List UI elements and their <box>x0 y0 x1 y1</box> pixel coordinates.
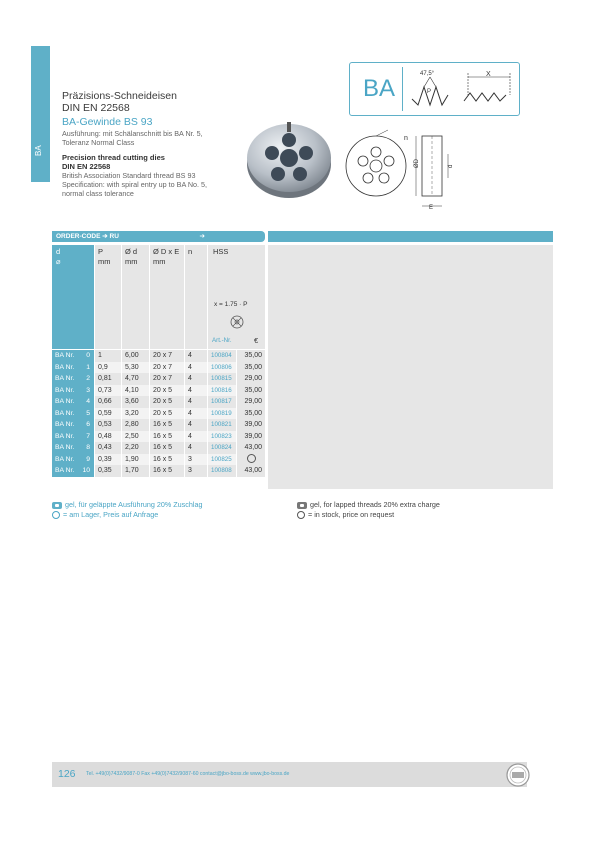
table-row <box>52 350 265 362</box>
cell-p: 0,81 <box>95 373 121 385</box>
cell-n: 4 <box>185 431 207 443</box>
cell-price: 39,00 <box>237 419 265 431</box>
cell-od: 1,70 <box>122 465 149 477</box>
title-block <box>62 90 242 198</box>
cell-od: 3,60 <box>122 396 149 408</box>
header-d-symbol: ⌀ <box>56 257 61 266</box>
size-number: 5 <box>86 409 90 417</box>
cell-n: 3 <box>185 465 207 477</box>
cell-size <box>52 362 94 374</box>
cell-n: 4 <box>185 408 207 420</box>
cell-dxe: 20 x 7 <box>150 362 184 374</box>
title-de-standard: DIN EN 22568 <box>62 102 130 114</box>
drawing-od-label: ØD <box>414 159 420 168</box>
cell-dxe: 16 x 5 <box>150 465 184 477</box>
size-number: 6 <box>86 421 90 428</box>
size-number: 8 <box>86 444 90 451</box>
cell-p: 0,9 <box>95 362 121 374</box>
art-nr-header: Art.-Nr. <box>212 337 232 344</box>
cell-n: 4 <box>185 373 207 385</box>
size-label: BA Nr. <box>55 432 75 440</box>
right-header-bar <box>268 231 553 242</box>
size-label: BA Nr. <box>55 455 75 463</box>
cell-size <box>52 385 94 397</box>
die-tool-icon <box>230 315 244 329</box>
cell-dxe: 20 x 5 <box>150 408 184 420</box>
note-de-stock: = am Lager, Preis auf Anfrage <box>52 510 202 520</box>
table-row <box>52 373 265 385</box>
table-row <box>52 454 265 466</box>
cell-n: 4 <box>185 419 207 431</box>
cell-dxe: 16 x 5 <box>150 442 184 454</box>
cell-od: 1,90 <box>122 454 149 466</box>
die-technical-drawing <box>338 128 468 218</box>
size-number: 1 <box>86 363 90 371</box>
cell-dxe: 16 x 5 <box>150 419 184 431</box>
cell-price: 35,00 <box>237 408 265 420</box>
cell-art-nr: 100817 <box>208 396 236 408</box>
hss-label: HSS <box>213 247 229 256</box>
cell-od: 5,30 <box>122 362 149 374</box>
cell-price: 43,00 <box>237 465 265 477</box>
size-label: BA Nr. <box>55 363 75 371</box>
cell-dxe: 16 x 5 <box>150 454 184 466</box>
order-code-arrow: ➔ <box>199 233 205 240</box>
cell-price: 35,00 <box>237 362 265 374</box>
cell-p: 1 <box>95 350 121 362</box>
cell-n: 4 <box>185 396 207 408</box>
thread-pitch-label: P <box>427 89 432 95</box>
cell-size <box>52 419 94 431</box>
table-row <box>52 385 265 397</box>
lapped-key-icon <box>297 502 307 509</box>
header-od: Ø d mm <box>122 245 149 349</box>
size-number: 2 <box>86 375 90 382</box>
table-row <box>52 362 265 374</box>
thread-angle-label: 47,5° <box>420 71 435 77</box>
die-product-image <box>244 112 334 202</box>
cell-p: 0,35 <box>95 465 121 477</box>
order-code-bar <box>52 231 265 242</box>
thread-x-label: X <box>486 71 491 78</box>
section-side-tab <box>31 46 50 182</box>
thread-profile-icon <box>406 65 516 113</box>
cell-art-nr: 100816 <box>208 385 236 397</box>
header-n: n <box>185 245 207 349</box>
header-d-label: d <box>56 247 61 256</box>
cell-n: 3 <box>185 454 207 466</box>
drawing-e-label: E <box>429 205 434 211</box>
page-footer <box>52 762 527 787</box>
table-row <box>52 408 265 420</box>
product-table <box>52 245 265 489</box>
cell-art-nr: 100815 <box>208 373 236 385</box>
table-row <box>52 419 265 431</box>
cell-od: 4,10 <box>122 385 149 397</box>
desc-en-3: normal class tolerance <box>62 189 134 198</box>
notes-en <box>297 500 440 520</box>
cell-dxe: 20 x 5 <box>150 385 184 397</box>
cell-size <box>52 373 94 385</box>
cell-od: 2,20 <box>122 442 149 454</box>
drawing-n-label: n <box>404 135 408 142</box>
size-label: BA Nr. <box>55 444 75 451</box>
page-number: 126 <box>58 768 76 780</box>
note-de-lapped: gel, für geläppte Ausführung 20% Zuschlag <box>52 500 202 510</box>
thread-code: BA <box>356 67 403 111</box>
note-en-stock: = in stock, price on request <box>297 510 440 520</box>
table-row <box>52 465 265 477</box>
cell-size <box>52 408 94 420</box>
note-en-lapped: gel, for lapped threads 20% extra charge <box>297 500 440 510</box>
header-hss <box>208 245 265 349</box>
size-label: BA Nr. <box>55 421 75 428</box>
cell-size <box>52 454 94 466</box>
cell-price: 35,00 <box>237 385 265 397</box>
cell-art-nr: 100806 <box>208 362 236 374</box>
cell-p: 0,43 <box>95 442 121 454</box>
cell-dxe: 16 x 5 <box>150 431 184 443</box>
table-row <box>52 396 265 408</box>
cell-size <box>52 431 94 443</box>
cell-dxe: 20 x 7 <box>150 350 184 362</box>
cell-size <box>52 465 94 477</box>
lapped-key-icon <box>52 502 62 509</box>
desc-en-1: British Association Standard thread BS 93 <box>62 171 196 180</box>
right-empty-panel <box>268 245 553 489</box>
hss-formula: x = 1.75 · P <box>214 301 248 308</box>
size-label: BA Nr. <box>55 386 75 394</box>
stock-circle-icon <box>297 511 305 519</box>
cell-p: 0,59 <box>95 408 121 420</box>
order-code-label: ORDER-CODE ➔ RU <box>56 233 119 240</box>
cell-n: 4 <box>185 442 207 454</box>
cell-art-nr: 100821 <box>208 419 236 431</box>
title-de: Präzisions-Schneideisen <box>62 90 177 102</box>
cell-art-nr: 100823 <box>208 431 236 443</box>
cell-od: 2,80 <box>122 419 149 431</box>
size-label: BA Nr. <box>55 375 75 382</box>
cell-art-nr: 100824 <box>208 442 236 454</box>
company-logo-icon <box>505 762 531 788</box>
cell-n: 4 <box>185 385 207 397</box>
cell-price: 29,00 <box>237 373 265 385</box>
cell-dxe: 20 x 5 <box>150 396 184 408</box>
title-en: Precision thread cutting dies <box>62 153 165 162</box>
cell-od: 4,70 <box>122 373 149 385</box>
size-label: BA Nr. <box>55 398 75 405</box>
cell-price: 39,00 <box>237 431 265 443</box>
cell-n: 4 <box>185 362 207 374</box>
stock-circle-icon <box>247 454 256 463</box>
table-body <box>52 350 265 477</box>
size-label: BA Nr. <box>55 467 75 474</box>
cell-art-nr: 100804 <box>208 350 236 362</box>
cell-od: 6,00 <box>122 350 149 362</box>
cell-size <box>52 396 94 408</box>
size-number: 10 <box>82 467 90 474</box>
size-number: 0 <box>86 352 90 359</box>
header-dxe: Ø D x E mm <box>150 245 184 349</box>
cell-size <box>52 442 94 454</box>
size-label: BA Nr. <box>55 409 75 417</box>
cell-p: 0,53 <box>95 419 121 431</box>
side-tab-label: BA <box>34 145 43 156</box>
size-number: 3 <box>86 386 90 394</box>
cell-od: 3,20 <box>122 408 149 420</box>
stock-circle-icon <box>52 511 60 519</box>
size-number: 4 <box>86 398 90 405</box>
desc-de-1: Ausführung: mit Schälanschnitt bis BA Nr. 5, <box>62 129 203 138</box>
size-number: 9 <box>86 455 90 463</box>
thread-type-box <box>349 62 520 116</box>
cell-p: 0,66 <box>95 396 121 408</box>
cell-price: 35,00 <box>237 350 265 362</box>
cell-size <box>52 350 94 362</box>
cell-p: 0,73 <box>95 385 121 397</box>
drawing-d-label: d <box>448 164 454 168</box>
euro-header: € <box>254 336 259 345</box>
cell-price <box>237 454 265 466</box>
cell-price: 43,00 <box>237 442 265 454</box>
contact-info: Tel. +49(0)7432/9087-0 Fax +49(0)7432/9087-60 contact@jbo-boss.de www.jbo-boss.de <box>86 771 290 777</box>
cell-art-nr: 100819 <box>208 408 236 420</box>
desc-en-2: Specification: with spiral entry up to BA No. 5, <box>62 180 208 189</box>
size-label: BA Nr. <box>55 352 75 359</box>
size-number: 7 <box>86 432 90 440</box>
desc-de-2: Toleranz Normal Class <box>62 138 135 147</box>
title-en-standard: DIN EN 22568 <box>62 162 111 171</box>
cell-art-nr: 100808 <box>208 465 236 477</box>
header-d <box>52 245 94 349</box>
table-row <box>52 442 265 454</box>
header-p: P mm <box>95 245 121 349</box>
thread-title: BA-Gewinde BS 93 <box>62 116 153 128</box>
cell-art-nr: 100825 <box>208 454 236 466</box>
cell-n: 4 <box>185 350 207 362</box>
cell-dxe: 20 x 7 <box>150 373 184 385</box>
cell-od: 2,50 <box>122 431 149 443</box>
table-row <box>52 431 265 443</box>
cell-p: 0,48 <box>95 431 121 443</box>
cell-price: 29,00 <box>237 396 265 408</box>
notes-de <box>52 500 202 520</box>
cell-p: 0,39 <box>95 454 121 466</box>
